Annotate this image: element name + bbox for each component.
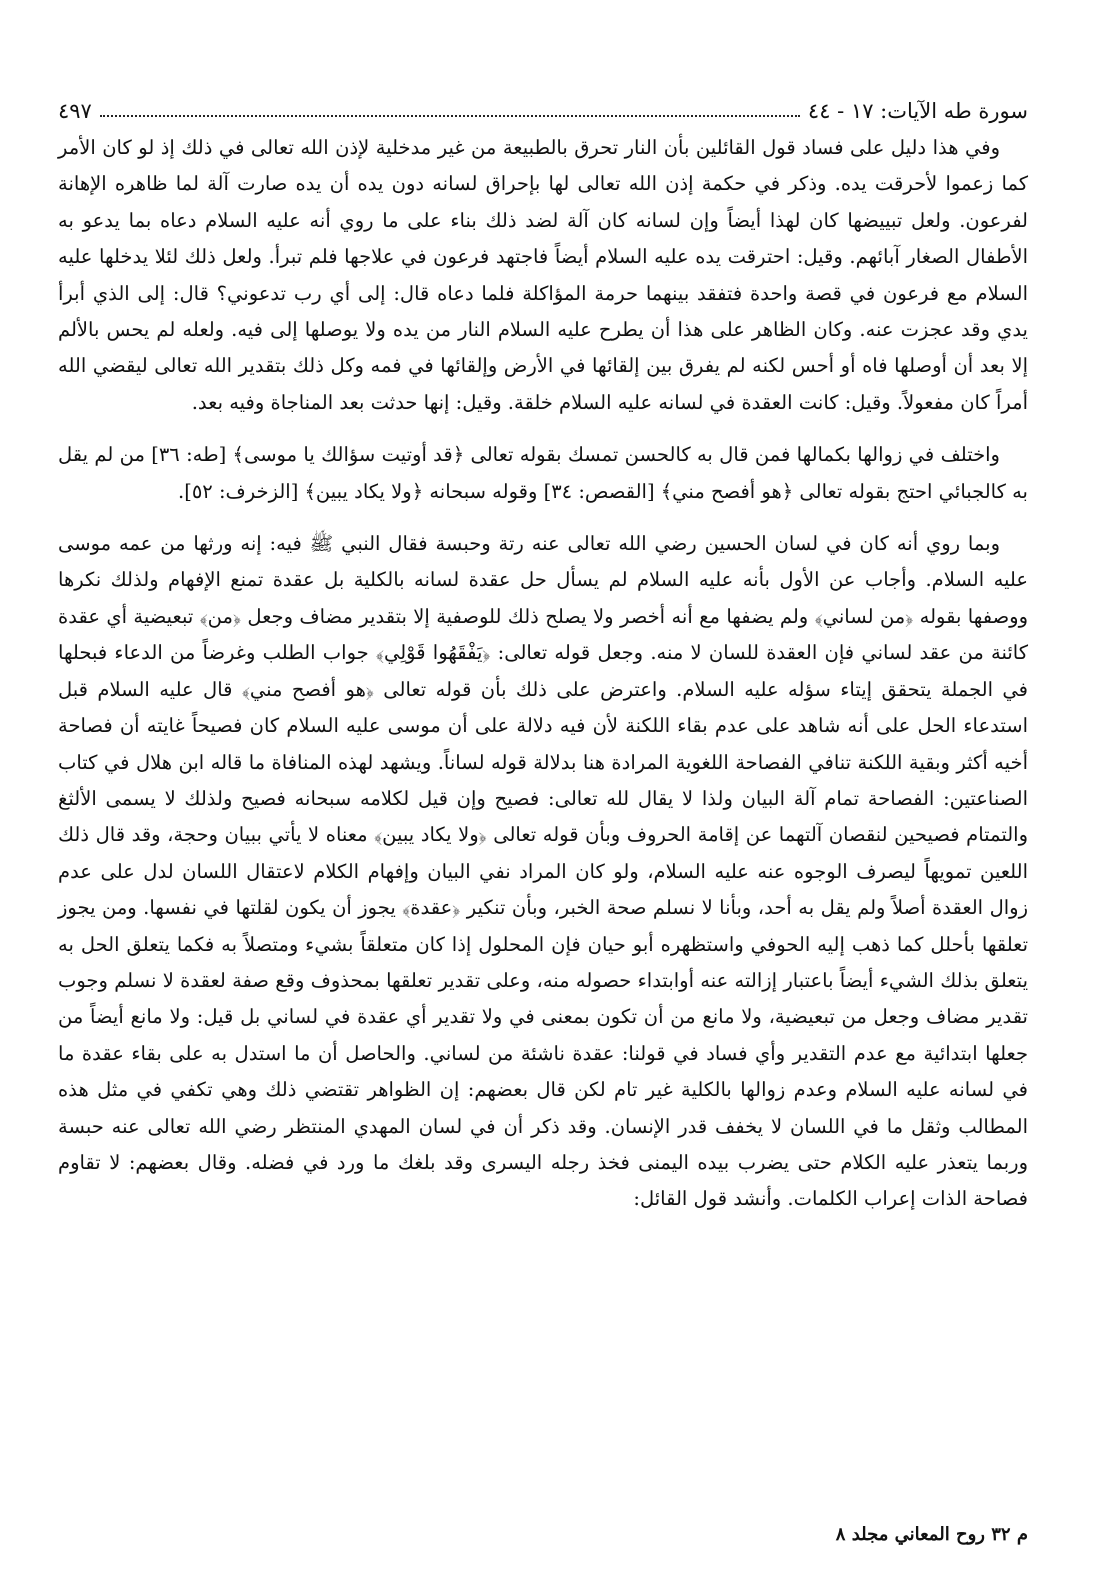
surah-verse-range-title: سورة طه الآيات: ١٧ - ٤٤ bbox=[807, 99, 1028, 123]
commentary-text bbox=[58, 130, 1028, 1218]
signature-footer: م ٣٢ روح المعاني مجلد ٨ bbox=[835, 1524, 1028, 1545]
page-number: ٤٩٧ bbox=[58, 99, 92, 123]
paragraph: وبما روي أنه كان في لسان الحسين رضي الله تعالى عنه رتة وحبسة فقال النبي ﷺ فيه: إنه ورثها من عمه موسى عليه السلام. وأجاب عن الأول بأنه عليه السلام لم يسأل حل عقدة لسانه بالكلية بل عقدة تمنع الإفهام ولذلك نكرها ووصفها بقوله ﴿من لساني﴾ ولم يضفها مع أنه أخصر ولا يصلح ذلك للوصفية إلا بتقدير مضاف وجعل ﴿من﴾ تبعيضية أي عقدة كائنة من عقد لساني فإن العقدة للسان لا منه. وجعل قوله تعالى: ﴿يَفْقَهُوا قَوْلِي﴾ جواب الطلب وغرضاً من الدعاء فبحلها في الجملة يتحقق إيتاء سؤله عليه السلام. واعترض على ذلك بأن قوله تعالى ﴿هو أفصح مني﴾ قال عليه السلام قبل استدعاء الحل على أنه شاهد على عدم بقاء اللكنة لأن فيه دلالة على أن موسى عليه السلام كان فصيحاً غايته أن فصاحة أخيه أكثر وبقية اللكنة تنافي الفصاحة اللغوية المرادة هنا بدلالة قوله لساناً. ويشهد لهذه المنافاة ما قاله ابن هلال في كتاب الصناعتين: الفصاحة تمام آلة البيان ولذا لا يقال لله تعالى: فصيح وإن قيل لكلامه سبحانه فصيح ولذلك لا يسمى الألثغ والتمتام فصيحين لنقصان آلتهما عن إقامة الحروف وبأن قوله تعالى ﴿ولا يكاد يبين﴾ معناه لا يأتي ببيان وحجة، وقد قال ذلك اللعين تمويهاً ليصرف الوجوه عنه عليه السلام، ولو كان المراد نفي البيان وإفهام الكلام لاعتقال اللسان لدل على عدم زوال العقدة أصلاً ولم يقل به أحد، وبأنا لا نسلم صحة الخبر، وبأن تنكير ﴿عقدة﴾ يجوز أن يكون لقلتها في نفسها. ومن يجوز تعلقها بأحلل كما ذهب إليه الحوفي واستظهره أبو حيان فإن المحلول إذا كان متعلقاً بشيء ومتصلاً به فكما يتعلق الحل به يتعلق بذلك الشيء أيضاً باعتبار إزالته عنه أوابتداء حصوله منه، وعلى تقدير تعلقها بمحذوف وقع صفة لعقدة لا نسلم وجوب تقدير مضاف وجعل من تبعيضية، ولا مانع من أن تكون بمعنى في ولا تقدير أي عقدة في لساني بل قيل: ولا مانع أيضاً من جعلها ابتدائية مع عدم التقدير وأي فساد في قولنا: عقدة ناشئة من لساني. والحاصل أن ما استدل به على بقاء عقدة ما في لسانه عليه السلام وعدم زوالها بالكلية غير تام لكن قال بعضهم: إن الظواهر تقتضي ذلك وهي تكفي في مثل هذه المطالب وثقل ما في اللسان لا يخفف قدر الإنسان. وقد ذكر أن في لسان المهدي المنتظر رضي الله تعالى عنه حبسة وربما يتعذر عليه الكلام حتى يضرب بيده اليمنى فخذ رجله اليسرى وقد بلغك ما ورد في فضله. وقال بعضهم: لا تقاوم فصاحة الذات إعراب الكلمات. وأنشد قول القائل: bbox=[58, 532, 1028, 1211]
book-page bbox=[58, 86, 1028, 1556]
paragraph: وفي هذا دليل على فساد قول القائلين بأن النار تحرق بالطبيعة من غير مدخلية لإذن الله تعالى في ذلك إذ لو كان الأمر كما زعموا لأحرقت يده. وذكر في حكمة إذن الله تعالى لها بإحراق لسانه دون يده أن يده صارت آلة لما ظاهره الإهانة لفرعون. ولعل تبييضها كان لهذا أيضاً وإن لسانه كان آلة لضد ذلك بناء على ما روي أنه عليه السلام دعاه بما يدعو به الأطفال الصغار آبائهم. وقيل: احترقت يده عليه السلام أيضاً فاجتهد فرعون في علاجها فلم تبرأ. ولعل ذلك لئلا يدخلها عليه السلام مع فرعون في قصة واحدة فتفقد بينهما حرمة المؤاكلة فلما دعاه قال: إلى أي رب تدعوني؟ قال: إلى الذي أبرأ يدي وقد عجزت عنه. وكان الظاهر على هذا أن يطرح عليه السلام النار من يده ولا يوصلها إلى فيه. ولعله لم يحس بالألم إلا بعد أن أوصلها فاه أو أحس لكنه لم يفرق بين إلقائها في الأرض وإلقائها في فمه وكل ذلك بتقدير الله تعالى ليقضي الله أمراً كان مفعولاً. وقيل: كانت العقدة في لسانه عليه السلام خلقة. وقيل: إنها حدثت بعد المناجاة وفيه بعد. bbox=[58, 136, 1028, 414]
leader-dots bbox=[100, 115, 800, 117]
paragraph: واختلف في زوالها بكمالها فمن قال به كالحسن تمسك بقوله تعالى ﴿قد أوتيت سؤالك يا موسى﴾ [طه: ٣٦] من لم يقل به كالجبائي احتج بقوله تعالى ﴿هو أفصح مني﴾ [القصص: ٣٤] وقوله سبحانه ﴿ولا يكاد يبين﴾ [الزخرف: ٥٢]. bbox=[58, 443, 1028, 503]
running-header bbox=[58, 86, 1028, 126]
